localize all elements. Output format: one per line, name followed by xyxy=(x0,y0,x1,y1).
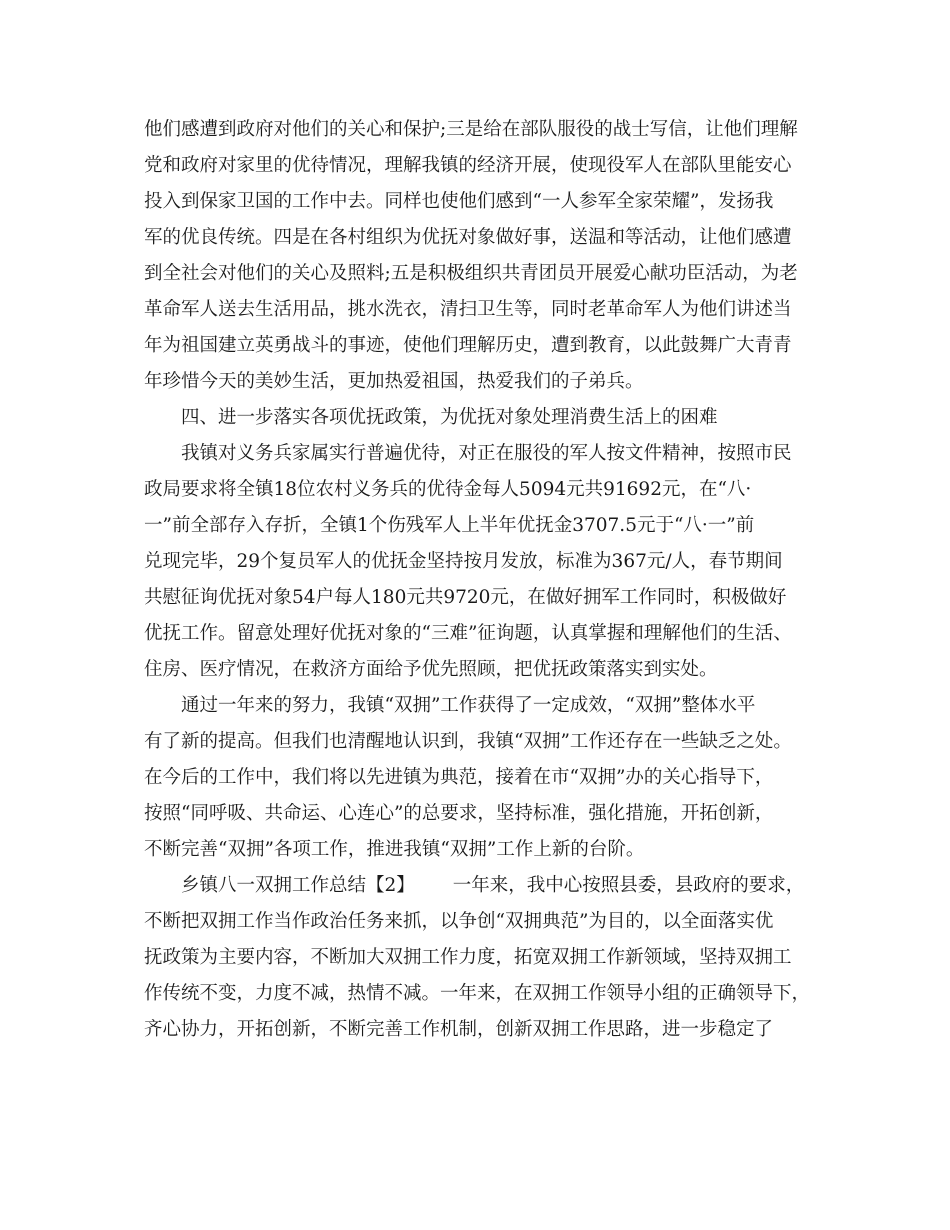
text-line: 作传统不变，力度不减，热情不减。一年来，在双拥工作领导小组的正确领导下， xyxy=(144,983,811,1004)
document-page xyxy=(144,112,812,1048)
text-line: 党和政府对家里的优待情况，理解我镇的经济开展，使现役军人在部队里能安心 xyxy=(144,155,792,176)
text-line: 革命军人送去生活用品，挑水洗衣，清扫卫生等，同时老革命军人为他们讲述当 xyxy=(144,299,792,320)
text-line: 通过一年来的努力，我镇“双拥”工作获得了一定成效，“双拥”整体水平 xyxy=(181,695,756,716)
text-line: 军的优良传统。四是在各村组织为优抚对象做好事，送温和等活动，让他们感遭 xyxy=(144,227,792,248)
text-line: 抚政策为主要内容，不断加大双拥工作力度，拓宽双拥工作新领域，坚持双拥工 xyxy=(144,947,792,968)
section-first-line: 一年来，我中心按照县委，县政府的要求， xyxy=(452,875,805,896)
text-line: 在今后的工作中，我们将以先进镇为典范，接着在市“双拥”办的关心指导下， xyxy=(144,767,774,788)
text-line: 住房、医疗情况，在救济方面给予优先照顾，把优抚政策落实到实处。 xyxy=(144,659,718,680)
text-line: 年珍惜今天的美妙生活，更加热爱祖国，热爱我们的子弟兵。 xyxy=(144,371,644,392)
section-title-line xyxy=(144,868,812,904)
section-title: 乡镇八一双拥工作总结【2】 xyxy=(181,875,415,896)
text-line: 政局要求将全镇18位农村义务兵的优待金每人5094元共91692元，在“八· xyxy=(144,479,752,500)
text-line: 共慰征询优抚对象54户每人180元共9720元，在做好拥军工作同时，积极做好 xyxy=(144,587,787,608)
text-line: 有了新的提高。但我们也清醒地认识到，我镇“双拥”工作还存在一些缺乏之处。 xyxy=(144,731,792,752)
text-line: 兑现完毕，29个复员军人的优抚金坚持按月发放，标准为367元/人，春节期间 xyxy=(144,551,783,572)
text-line: 优抚工作。留意处理好优抚对象的“三难”征询题，认真掌握和理解他们的生活、 xyxy=(144,623,792,644)
text-line: 齐心协力，开拓创新，不断完善工作机制，创新双拥工作思路，进一步稳定了 xyxy=(144,1019,774,1040)
text-line: 我镇对义务兵家属实行普遍优待，对正在服役的军人按文件精神，按照市民 xyxy=(181,443,792,464)
text-line: 一”前全部存入存折，全镇1个伤残军人上半年优抚金3707.5元于“八·一”前 xyxy=(144,515,755,536)
text-line: 不断把双拥工作当作政治任务来抓，以争创“双拥典范”为目的，以全面落实优 xyxy=(144,911,774,932)
text-line: 按照“同呼吸、共命运、心连心”的总要求，坚持标准，强化措施，开拓创新， xyxy=(144,803,774,824)
text-line: 到全社会对他们的关心及照料;五是积极组织共青团员开展爱心献功臣活动，为老 xyxy=(144,263,798,284)
text-line: 年为祖国建立英勇战斗的事迹，使他们理解历史，遭到教育，以此鼓舞广大青青 xyxy=(144,335,792,356)
section-heading: 四、进一步落实各项优抚政策，为优抚对象处理消费生活上的困难 xyxy=(181,407,718,428)
text-line: 他们感遭到政府对他们的关心和保护;三是给在部队服役的战士写信，让他们理解 xyxy=(144,119,798,140)
text-line: 不断完善“双拥”各项工作，推进我镇“双拥”工作上新的台阶。 xyxy=(144,839,645,860)
text-line: 投入到保家卫国的工作中去。同样也使他们感到“一人参军全家荣耀”，发扬我 xyxy=(144,191,774,212)
